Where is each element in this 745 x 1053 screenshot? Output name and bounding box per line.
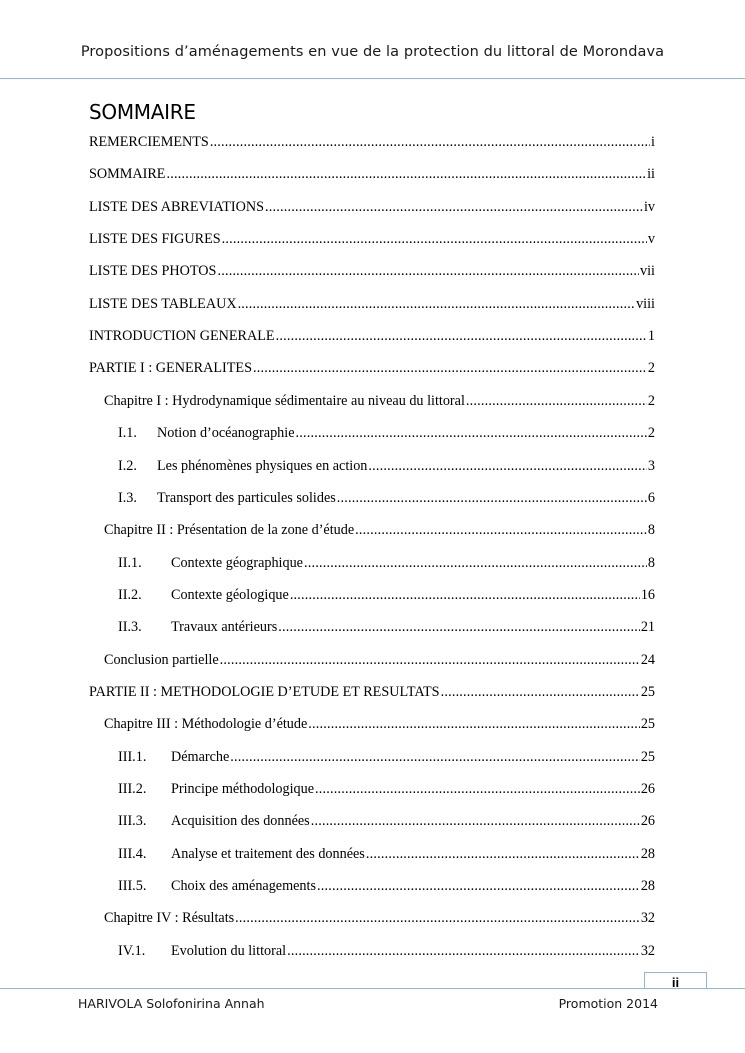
toc-dot-leader — [235, 910, 640, 927]
toc-entry-page: viii — [636, 295, 655, 312]
toc-entry-number: III.4. — [118, 845, 147, 862]
toc-dot-leader — [368, 458, 647, 475]
toc-dot-leader — [311, 813, 640, 830]
toc-entry-label: LISTE DES FIGURES — [89, 231, 221, 248]
toc-entry[interactable] — [89, 360, 655, 380]
toc-dot-leader — [355, 522, 647, 539]
toc-title: SOMMAIRE — [89, 100, 196, 124]
toc-entry[interactable] — [89, 263, 655, 283]
toc-entry[interactable] — [118, 555, 655, 575]
toc-entry-page: 16 — [640, 586, 655, 603]
toc-dot-leader — [220, 652, 640, 669]
toc-dot-leader — [366, 846, 640, 863]
toc-entry-page: 28 — [640, 845, 655, 862]
toc-entry[interactable] — [104, 716, 655, 736]
toc-entry-label: Acquisition des données — [171, 813, 310, 830]
toc-entry-label: Choix des aménagements — [171, 878, 316, 895]
toc-entry-number: III.2. — [118, 781, 147, 797]
header-divider — [0, 78, 745, 79]
footer-promotion: Promotion 2014 — [558, 996, 658, 1011]
toc-entry-page: 21 — [640, 619, 655, 636]
toc-entry-page: 28 — [640, 878, 655, 895]
toc-entry-label: Evolution du littoral — [171, 942, 287, 959]
toc-dot-leader — [304, 555, 647, 572]
toc-entry-page: 1 — [647, 328, 655, 345]
footer-divider — [0, 988, 745, 989]
toc-entry[interactable] — [118, 619, 655, 639]
toc-entry[interactable] — [89, 684, 655, 704]
toc-entry-number: II.3. — [118, 619, 142, 636]
toc-entry-page: 2 — [647, 425, 655, 442]
toc-entry-page: iv — [643, 198, 655, 215]
toc-entry-page: 25 — [640, 683, 655, 700]
toc-entry-label: Chapitre III : Méthodologie d’étude — [104, 716, 308, 733]
toc-entry-page: 24 — [640, 651, 655, 668]
toc-entry-label: REMERCIEMENTS — [89, 134, 209, 150]
toc-entry-number: III.5. — [118, 878, 147, 895]
toc-entry[interactable] — [118, 490, 655, 510]
toc-entry-label: Transport des particules solides — [157, 489, 336, 506]
toc-dot-leader — [278, 619, 640, 636]
toc-entry-page: 2 — [647, 392, 655, 409]
toc-entry-label: Travaux antérieurs — [171, 619, 278, 636]
toc-entry[interactable] — [118, 749, 655, 769]
toc-entry[interactable] — [89, 199, 655, 219]
toc-entry[interactable] — [118, 781, 655, 801]
toc-entry-page: 2 — [647, 360, 655, 377]
toc-entry-page: i — [651, 134, 655, 150]
toc-dot-leader — [290, 587, 640, 604]
toc-entry-page: 6 — [647, 489, 655, 506]
toc-entry-label: LISTE DES TABLEAUX — [89, 295, 237, 312]
toc-dot-leader — [217, 263, 639, 280]
toc-entry-label: PARTIE I : GENERALITES — [89, 360, 252, 377]
toc-dot-leader — [253, 360, 647, 377]
toc-dot-leader — [166, 166, 646, 183]
toc-entry-number: III.3. — [118, 813, 147, 830]
toc-entry-page: 25 — [640, 748, 655, 765]
toc-dot-leader — [296, 425, 647, 442]
toc-dot-leader — [265, 199, 643, 216]
toc-entry-label: Démarche — [171, 748, 230, 765]
toc-dot-leader — [441, 684, 640, 701]
footer-author: HARIVOLA Solofonirina Annah — [78, 996, 265, 1011]
toc-dot-leader — [276, 328, 647, 345]
toc-entry[interactable] — [118, 425, 655, 445]
toc-entry-number: I.3. — [118, 489, 137, 506]
toc-entry-number: I.2. — [118, 457, 137, 474]
toc-entry-number: II.1. — [118, 554, 142, 571]
toc-entry[interactable] — [104, 652, 655, 672]
toc-entry-label: Chapitre IV : Résultats — [104, 910, 235, 927]
toc-dot-leader — [210, 134, 650, 151]
toc-dot-leader — [308, 716, 640, 733]
toc-entry-label: Chapitre I : Hydrodynamique sédimentaire au niveau du littoral — [104, 392, 465, 409]
toc-entry-label: Conclusion partielle — [104, 651, 219, 668]
toc-entry[interactable] — [118, 878, 655, 898]
toc-entry-label: Chapitre II : Présentation de la zone d’étude — [104, 522, 355, 539]
toc-entry-page: 8 — [647, 522, 655, 539]
toc-entry[interactable] — [104, 522, 655, 542]
toc-dot-leader — [230, 749, 640, 766]
toc-entry-label: Principe méthodologique — [171, 781, 315, 797]
toc-dot-leader — [222, 231, 647, 248]
toc-entry[interactable] — [89, 166, 655, 186]
toc-entry-page: v — [647, 231, 655, 248]
toc-entry-page: ii — [647, 166, 655, 183]
toc-entry-page: 26 — [640, 781, 655, 797]
toc-entry[interactable] — [118, 846, 655, 866]
toc-entry-label: Contexte géologique — [171, 586, 289, 603]
toc-entry-page: vii — [640, 263, 655, 280]
toc-entry-label: Analyse et traitement des données — [171, 845, 365, 862]
toc-entry-label: SOMMAIRE — [89, 166, 166, 183]
toc-entry[interactable] — [118, 587, 655, 607]
toc-entry-number: I.1. — [118, 425, 137, 442]
toc-entry-page: 25 — [640, 716, 655, 733]
toc-entry[interactable] — [89, 231, 655, 251]
toc-entry-label: PARTIE II : METHODOLOGIE D’ETUDE ET RESULTATS — [89, 683, 440, 700]
toc-dot-leader — [466, 393, 647, 410]
toc-dot-leader — [287, 943, 640, 960]
toc-entry[interactable] — [118, 813, 655, 833]
toc-entry-page: 3 — [647, 457, 655, 474]
toc-entry-label: Les phénomènes physiques en action — [157, 457, 368, 474]
toc-entry-label: LISTE DES PHOTOS — [89, 263, 217, 280]
toc-entry[interactable] — [104, 393, 655, 413]
toc-entry-page: 26 — [640, 813, 655, 830]
toc-entry[interactable] — [89, 328, 655, 348]
toc-entry-label: INTRODUCTION GENERALE — [89, 328, 275, 345]
toc-entry[interactable] — [118, 943, 655, 963]
toc-entry-number: II.2. — [118, 586, 142, 603]
toc-entry[interactable] — [89, 134, 655, 154]
toc-entry-label: LISTE DES ABREVIATIONS — [89, 198, 264, 215]
toc-entry[interactable] — [104, 910, 655, 930]
toc-entry-label: Notion d’océanographie — [157, 425, 295, 442]
toc-entry-number: III.1. — [118, 748, 147, 765]
toc-entry-label: Contexte géographique — [171, 554, 303, 571]
toc-entry[interactable] — [118, 458, 655, 478]
toc-entry-page: 32 — [640, 942, 655, 959]
toc-entry-number: IV.1. — [118, 942, 146, 959]
toc-entry-page: 32 — [640, 910, 655, 927]
toc-dot-leader — [315, 781, 640, 798]
toc-dot-leader — [337, 490, 647, 507]
toc-dot-leader — [238, 296, 636, 313]
page-header-title: Propositions d’aménagements en vue de la protection du littoral de Morondava — [80, 44, 665, 60]
toc-entry[interactable] — [89, 296, 655, 316]
page-number: ii — [644, 972, 707, 989]
toc-dot-leader — [317, 878, 640, 895]
toc-entry-page: 8 — [647, 554, 655, 571]
